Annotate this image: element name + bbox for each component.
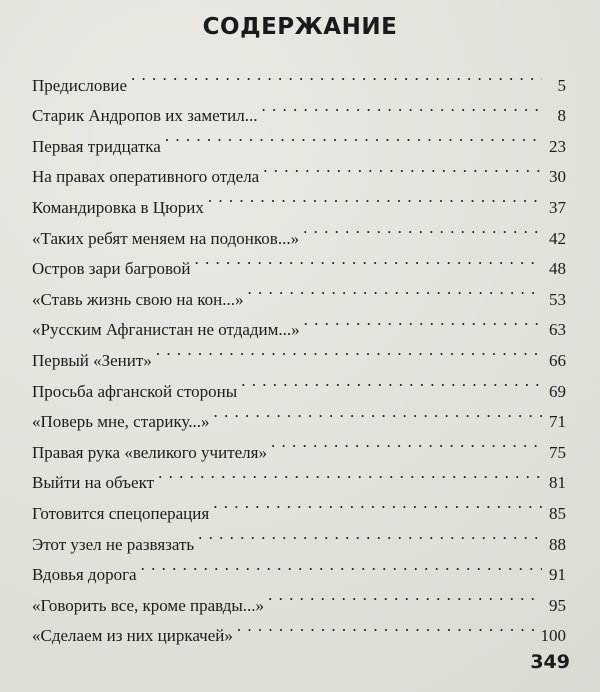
toc-entry-page: 75 xyxy=(549,442,566,462)
toc-entry-title: Остров зари багровой xyxy=(32,259,191,279)
toc-entry-title: «Таких ребят меняем на подонков...» xyxy=(32,228,300,248)
toc-entry-page: 30 xyxy=(549,167,566,187)
dot-leader xyxy=(271,427,542,458)
toc-entry-page: 81 xyxy=(549,473,566,493)
toc-entry xyxy=(32,60,566,95)
toc-entry-page: 63 xyxy=(549,320,566,340)
toc-entry-page: 42 xyxy=(549,228,566,248)
dot-leader xyxy=(263,152,542,183)
dot-leader xyxy=(156,335,542,366)
toc-entry-title: Предисловие xyxy=(32,75,128,95)
dot-leader xyxy=(241,366,542,397)
dot-leader xyxy=(303,213,542,244)
toc-entry-page: 53 xyxy=(549,289,566,309)
toc-entry-title: Правая рука «великого учителя» xyxy=(32,442,267,462)
table-of-contents xyxy=(32,60,566,646)
toc-entry-title: Командировка в Цюрих xyxy=(32,197,204,217)
toc-entry-page: 23 xyxy=(549,136,566,156)
dot-leader xyxy=(165,121,542,152)
toc-entry-title: Первая тридцатка xyxy=(32,136,161,156)
toc-entry-title: На правах оперативного отдела xyxy=(32,167,260,187)
dot-leader xyxy=(261,91,542,122)
toc-entry-title: «Сделаем из них циркачей» xyxy=(32,626,233,646)
toc-entry-title: «Русским Афганистан не отдадим...» xyxy=(32,320,300,340)
dot-leader xyxy=(214,397,542,428)
toc-entry-title: Этот узел не развязать xyxy=(32,534,195,554)
toc-entry-title: «Ставь жизнь свою на кон...» xyxy=(32,289,244,309)
dot-leader xyxy=(304,305,542,336)
dot-leader xyxy=(248,274,542,305)
toc-entry-title: Первый «Зенит» xyxy=(32,350,152,370)
toc-entry-title: Просьба афганской стороны xyxy=(32,381,238,401)
toc-entry-page: 5 xyxy=(557,75,566,95)
toc-entry-page: 69 xyxy=(549,381,566,401)
toc-entry-page: 66 xyxy=(549,350,566,370)
toc-entry-title: Старик Андропов их заметил... xyxy=(32,106,258,126)
toc-entry-title: «Говорить все, кроме правды...» xyxy=(32,595,265,615)
toc-entry-page: 71 xyxy=(549,412,566,432)
toc-entry-page: 91 xyxy=(549,565,566,585)
toc-entry-title: Вдовья дорога xyxy=(32,565,137,585)
page-title: СОДЕРЖАНИЕ xyxy=(202,14,398,40)
toc-entry-page: 48 xyxy=(549,259,566,279)
dot-leader xyxy=(131,60,542,91)
dot-leader xyxy=(213,488,542,519)
toc-entry-title: Готовится спецоперация xyxy=(32,503,210,523)
dot-leader xyxy=(158,458,542,489)
dot-leader xyxy=(268,580,542,611)
dot-leader xyxy=(237,611,535,642)
toc-entry-title: Выйти на объект xyxy=(32,473,155,493)
page-number: 349 xyxy=(530,651,570,673)
toc-entry-page: 100 xyxy=(540,626,566,646)
toc-entry-page: 37 xyxy=(549,197,566,217)
dot-leader xyxy=(141,550,542,581)
toc-entry-page: 95 xyxy=(549,595,566,615)
dot-leader xyxy=(195,244,542,275)
toc-entry-page: 8 xyxy=(557,106,566,126)
dot-leader xyxy=(208,182,542,213)
dot-leader xyxy=(198,519,542,550)
toc-entry-page: 85 xyxy=(549,503,566,523)
toc-entry-title: «Поверь мне, старику...» xyxy=(32,412,210,432)
toc-entry-page: 88 xyxy=(549,534,566,554)
